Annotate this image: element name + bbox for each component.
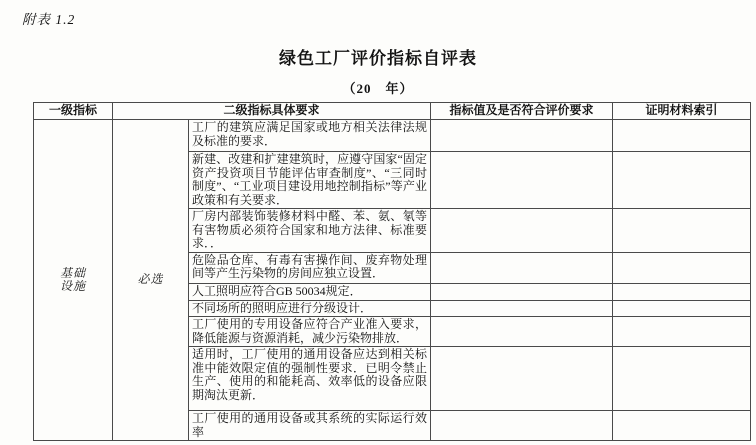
- indicator-value-cell: [431, 209, 613, 253]
- evidence-index-cell: [613, 300, 751, 317]
- level1-indicator-line2: 设施: [59, 279, 86, 293]
- evidence-index-cell: [613, 152, 751, 209]
- requirement-cell: 危险品仓库、有毒有害操作间、废弃物处理间等产生污染物的房间应独立设置．: [189, 252, 431, 283]
- document-year-line: （20 年）: [342, 81, 414, 96]
- header-indicator-value: 指标值及是否符合评价要求: [431, 103, 613, 120]
- appendix-label: 附表 1.2: [22, 12, 76, 27]
- evidence-index-cell: [613, 252, 751, 283]
- evidence-index-cell: [613, 283, 751, 300]
- level1-indicator-cell: [34, 120, 113, 441]
- indicator-value-cell: [431, 152, 613, 209]
- requirement-cell: 不同场所的照明应进行分级设计．: [189, 300, 431, 317]
- indicator-value-cell: [431, 347, 613, 411]
- header-row: [34, 103, 751, 120]
- evidence-index-cell: [613, 411, 751, 441]
- requirement-cell: 新建、改建和扩建建筑时，应遵守国家“固定资产投资项目节能评估审查制度”、“三同时制度”、“工业项目建设用地控制指标”等产业政策和有关要求．: [189, 152, 431, 209]
- requirement-cell: 工厂使用的通用设备或其系统的实际运行效率: [189, 411, 431, 441]
- header-evidence-index: 证明材料索引: [613, 103, 751, 120]
- selection-type-cell: 必选: [113, 120, 189, 441]
- header-level2-requirements: 二级指标具体要求: [113, 103, 431, 120]
- evidence-index-cell: [613, 347, 751, 411]
- indicator-value-cell: [431, 120, 613, 152]
- evaluation-table: [33, 102, 751, 441]
- requirement-cell: 厂房内部装饰装修材料中醛、苯、氨、氡等有害物质必须符合国家和地方法律、标准要求．．: [189, 209, 431, 253]
- evidence-index-cell: [613, 120, 751, 152]
- requirement-cell: 工厂使用的专用设备应符合产业准入要求，降低能源与资源消耗，减少污染物排放．: [189, 317, 431, 347]
- header-level1-indicator: 一级指标: [34, 103, 113, 120]
- requirement-cell: 人工照明应符合GB 50034规定．: [189, 283, 431, 300]
- evidence-index-cell: [613, 209, 751, 253]
- requirement-cell: 适用时，工厂使用的通用设备应达到相关标准中能效限定值的强制性要求．已明令禁止生产、使用的和能耗高、效率低的设备应限期淘汰更新．: [189, 347, 431, 411]
- indicator-value-cell: [431, 283, 613, 300]
- requirement-cell: 工厂的建筑应满足国家或地方相关法律法规及标准的要求．: [189, 120, 431, 152]
- evidence-index-cell: [613, 317, 751, 347]
- document-title: 绿色工厂评价指标自评表: [279, 49, 477, 68]
- indicator-value-cell: [431, 300, 613, 317]
- table-row: [34, 120, 751, 152]
- indicator-value-cell: [431, 252, 613, 283]
- indicator-value-cell: [431, 411, 613, 441]
- level1-indicator-line1: 基础: [59, 265, 86, 280]
- indicator-value-cell: [431, 317, 613, 347]
